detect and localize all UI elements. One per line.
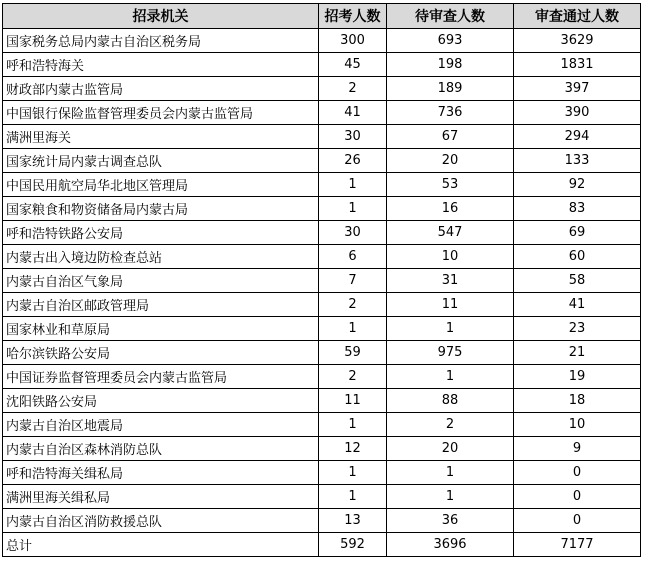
recruit-count-cell: 30 [319,221,387,245]
agency-cell: 沈阳铁路公安局 [3,389,319,413]
pending-count-cell: 693 [387,29,514,53]
pending-count-cell: 11 [387,293,514,317]
table-row [3,341,641,365]
approved-count-cell: 133 [514,149,641,173]
recruit-count-cell: 6 [319,245,387,269]
approved-count-cell: 23 [514,317,641,341]
table-row [3,485,641,509]
pending-count-cell: 36 [387,509,514,533]
table-row [3,197,641,221]
agency-cell: 满洲里海关 [3,125,319,149]
recruit-count-cell: 7 [319,269,387,293]
recruit-count-cell: 1 [319,173,387,197]
recruit-count-cell: 13 [319,509,387,533]
recruit-count-cell: 1 [319,485,387,509]
header-pending-count: 待审查人数 [387,4,514,29]
pending-count-cell: 20 [387,149,514,173]
agency-cell: 内蒙古自治区消防救援总队 [3,509,319,533]
table-row [3,149,641,173]
agency-cell: 中国证券监督管理委员会内蒙古监管局 [3,365,319,389]
header-recruit-count: 招考人数 [319,4,387,29]
recruit-count-cell: 1 [319,461,387,485]
recruit-count-cell: 41 [319,101,387,125]
table-row [3,173,641,197]
agency-cell: 内蒙古自治区邮政管理局 [3,293,319,317]
recruit-count-cell: 2 [319,365,387,389]
pending-count-cell: 53 [387,173,514,197]
pending-count-cell: 2 [387,413,514,437]
table-row [3,125,641,149]
pending-count-cell: 10 [387,245,514,269]
recruitment-table [2,3,641,557]
table-row [3,437,641,461]
recruit-count-cell: 1 [319,197,387,221]
approved-count-cell: 3629 [514,29,641,53]
header-agency: 招录机关 [3,4,319,29]
approved-count-cell: 19 [514,365,641,389]
agency-cell: 哈尔滨铁路公安局 [3,341,319,365]
table-row [3,77,641,101]
agency-cell: 中国银行保险监督管理委员会内蒙古监管局 [3,101,319,125]
pending-count-cell: 1 [387,365,514,389]
pending-count-cell: 736 [387,101,514,125]
approved-count-cell: 83 [514,197,641,221]
pending-count-cell: 16 [387,197,514,221]
pending-count-cell: 88 [387,389,514,413]
table-header [3,4,641,29]
pending-count-cell: 1 [387,485,514,509]
pending-count-cell: 31 [387,269,514,293]
approved-count-cell: 397 [514,77,641,101]
pending-count-cell: 1 [387,461,514,485]
table-row [3,461,641,485]
recruit-count-cell: 592 [319,533,387,557]
approved-count-cell: 60 [514,245,641,269]
recruit-count-cell: 1 [319,413,387,437]
table-row [3,317,641,341]
approved-count-cell: 1831 [514,53,641,77]
agency-cell: 财政部内蒙古监管局 [3,77,319,101]
table-row [3,269,641,293]
table-row [3,293,641,317]
approved-count-cell: 69 [514,221,641,245]
pending-count-cell: 20 [387,437,514,461]
recruit-count-cell: 59 [319,341,387,365]
pending-count-cell: 3696 [387,533,514,557]
agency-cell: 内蒙古自治区地震局 [3,413,319,437]
table-row [3,509,641,533]
agency-cell: 国家统计局内蒙古调查总队 [3,149,319,173]
header-approved-count: 审查通过人数 [514,4,641,29]
table-row [3,29,641,53]
agency-cell: 呼和浩特海关 [3,53,319,77]
recruit-count-cell: 12 [319,437,387,461]
approved-count-cell: 21 [514,341,641,365]
agency-cell: 国家税务总局内蒙古自治区税务局 [3,29,319,53]
approved-count-cell: 0 [514,509,641,533]
pending-count-cell: 198 [387,53,514,77]
table-row [3,365,641,389]
recruit-count-cell: 300 [319,29,387,53]
recruit-count-cell: 1 [319,317,387,341]
table-row [3,245,641,269]
approved-count-cell: 9 [514,437,641,461]
agency-cell: 呼和浩特铁路公安局 [3,221,319,245]
table-row [3,53,641,77]
approved-count-cell: 0 [514,461,641,485]
agency-cell: 满洲里海关缉私局 [3,485,319,509]
approved-count-cell: 92 [514,173,641,197]
pending-count-cell: 67 [387,125,514,149]
agency-cell: 国家林业和草原局 [3,317,319,341]
recruit-count-cell: 11 [319,389,387,413]
approved-count-cell: 390 [514,101,641,125]
recruit-count-cell: 26 [319,149,387,173]
approved-count-cell: 0 [514,485,641,509]
table-body [3,29,641,557]
table-row [3,389,641,413]
recruit-count-cell: 45 [319,53,387,77]
recruit-count-cell: 2 [319,293,387,317]
pending-count-cell: 547 [387,221,514,245]
recruit-count-cell: 30 [319,125,387,149]
agency-cell: 国家粮食和物资储备局内蒙古局 [3,197,319,221]
agency-cell: 中国民用航空局华北地区管理局 [3,173,319,197]
recruit-count-cell: 2 [319,77,387,101]
table-row [3,221,641,245]
total-row [3,533,641,557]
agency-cell: 内蒙古出入境边防检查总站 [3,245,319,269]
header-row [3,4,641,29]
agency-cell: 内蒙古自治区森林消防总队 [3,437,319,461]
table-row [3,413,641,437]
pending-count-cell: 1 [387,317,514,341]
approved-count-cell: 58 [514,269,641,293]
agency-cell: 总计 [3,533,319,557]
approved-count-cell: 10 [514,413,641,437]
agency-cell: 内蒙古自治区气象局 [3,269,319,293]
approved-count-cell: 41 [514,293,641,317]
approved-count-cell: 18 [514,389,641,413]
pending-count-cell: 975 [387,341,514,365]
approved-count-cell: 294 [514,125,641,149]
table-row [3,101,641,125]
agency-cell: 呼和浩特海关缉私局 [3,461,319,485]
approved-count-cell: 7177 [514,533,641,557]
pending-count-cell: 189 [387,77,514,101]
